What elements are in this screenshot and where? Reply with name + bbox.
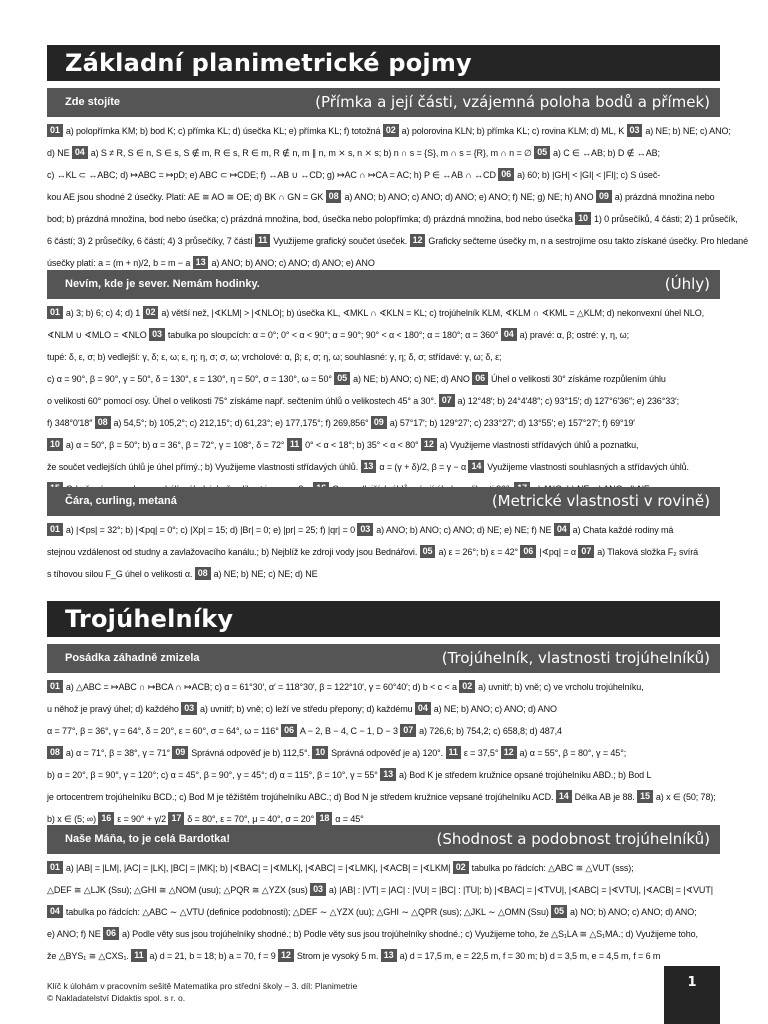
answer-text: ∢NLM ∪ ∢MLO = ∢NLO <box>47 330 150 340</box>
exercise-number-badge: 09 <box>172 746 188 759</box>
exercise-number-badge: 13 <box>381 949 397 962</box>
section-topic: (Úhly) <box>664 275 710 293</box>
exercise-number-badge: 01 <box>47 306 63 319</box>
exercise-number-badge: 03 <box>149 328 165 341</box>
answer-text: c) α = 90°, β = 90°, γ = 50°, δ = 130°, ε = 130°, η = 50°, σ = 130°, ω = 50° <box>47 374 335 384</box>
exercise-number-badge: 07 <box>439 394 455 407</box>
answer-text: tabulka po řádcích: △ABC ≅ △VUT (sss); <box>471 863 634 873</box>
chapter-title: Základní planimetrické pojmy <box>47 45 720 81</box>
answer-line <box>47 857 723 879</box>
exercise-number-badge: 02 <box>459 680 475 693</box>
answer-line <box>47 142 723 164</box>
answer-text: |∢pq| = α <box>539 547 579 557</box>
exercise-number-badge: 06 <box>103 927 119 940</box>
answer-text: Využijeme grafický součet úseček. <box>273 236 410 246</box>
answer-text: tupé: δ, ε, σ; b) vedlejší: γ, δ; ε, ω; ε, η; η, σ; σ, ω; vrcholové: α, β; ε, σ; η, ω; souhlasné: γ, η; δ, σ; střídavé: γ, ω; δ, ε; <box>47 352 502 362</box>
exercise-number-badge: 13 <box>193 256 209 269</box>
answer-line <box>47 676 723 698</box>
answer-line <box>47 390 723 412</box>
exercise-number-badge: 01 <box>47 523 63 536</box>
answer-text: α = 45° <box>335 814 364 824</box>
answer-text: Délka AB je 88. <box>574 792 638 802</box>
exercise-number-badge: 05 <box>551 905 567 918</box>
exercise-number-badge: 12 <box>278 949 294 962</box>
exercise-number-badge: 06 <box>281 724 297 737</box>
answer-text: a) Chata každé rodiny má <box>572 525 674 535</box>
answer-text: a) ε = 26°; b) ε = 42° <box>438 547 521 557</box>
answer-text: 1) 0 průsečíků, 4 části; 2) 1 průsečík, <box>593 214 738 224</box>
answer-text: a) △ABC = ↦ABC ∩ ↦BCA ∩ ↦ACB; c) α = 61°30′, α′ = 118°30′, β = 122°10′, γ = 60°40′; d) b < c < a <box>65 682 460 692</box>
answer-text: a) |AB| : |VT| = |AC| : |VU| = |BC| : |TU|; b) |∢BAC| = |∢TVU|, |∢ABC| = |∢VTU|, |∢ACB| = |∢VUT| <box>328 885 713 895</box>
answer-block <box>47 302 723 500</box>
exercise-number-badge: 04 <box>554 523 570 536</box>
answer-text: a) polopřímka KM; b) bod K; c) přímka KL; d) úsečka KL; e) přímka KL; f) totožná <box>65 126 383 136</box>
answer-text: 0° < α < 18°; b) 35° < α < 80° <box>305 440 421 450</box>
page-number: 1 <box>664 966 720 1024</box>
answer-text: a) 57°17′; b) 129°27′; c) 233°27′; d) 13°55′; e) 157°27′; f) 69°19′ <box>389 418 635 428</box>
section-title: Naše Máňa, to je celá Bardotka! <box>65 833 231 845</box>
answer-text: Správná odpověď je a) 120°. <box>331 748 446 758</box>
section-header <box>47 825 720 854</box>
exercise-number-badge: 10 <box>47 438 63 451</box>
exercise-number-badge: 11 <box>446 746 461 759</box>
answer-text: a) 12°48′; b) 24°4′48″; c) 93°15′; d) 127°6′36″; e) 236°33′; <box>457 396 679 406</box>
answer-text: a) NE; b) NE; c) ANO; <box>645 126 731 136</box>
exercise-number-badge: 12 <box>410 234 426 247</box>
exercise-number-badge: 13 <box>361 460 377 473</box>
exercise-number-badge: 01 <box>47 861 63 874</box>
section-topic: (Shodnost a podobnost trojúhelníků) <box>436 830 710 848</box>
exercise-number-badge: 12 <box>421 438 437 451</box>
answer-text: je ortocentrem trojúhelníku BCD.; c) Bod M je těžištěm trojúhelníku ABC.; d) Bod N je středem kružnice vepsané trojúhelníku ACD. <box>47 792 556 802</box>
answer-text: △DEF ≅ △LJK (Ssu); △GHI ≅ △NOM (usu); △PQR ≅ △YZX (sus) <box>47 885 311 895</box>
answer-text: ε = 90° + γ/2 <box>117 814 169 824</box>
exercise-number-badge: 06 <box>520 545 536 558</box>
answer-line <box>47 563 723 585</box>
answer-text: α = 77°, β = 36°, γ = 64°, δ = 20°, ε = 60°, σ = 64°, ω = 116° <box>47 726 282 736</box>
exercise-number-badge: 09 <box>596 190 612 203</box>
exercise-number-badge: 13 <box>380 768 396 781</box>
answer-text: a) Podle věty sus jsou trojúhelníky shodné.; b) Podle věty sus jsou trojúhelníky shodné.; c) Využijeme toho, že △S₁LA ≅ △S₁MA.; d) Využijeme toho, <box>121 929 698 939</box>
answer-line <box>47 764 723 786</box>
answer-line <box>47 720 723 742</box>
exercise-number-badge: 16 <box>98 812 114 825</box>
exercise-number-badge: 02 <box>383 124 399 137</box>
answer-text: a) ANO; b) ANO; c) ANO; d) ANO; e) ANO <box>211 258 375 268</box>
exercise-number-badge: 02 <box>143 306 159 319</box>
exercise-number-badge: 04 <box>72 146 88 159</box>
answer-text: δ = 80°, ε = 70°, μ = 40°, σ = 20° <box>187 814 317 824</box>
exercise-number-badge: 04 <box>415 702 431 715</box>
answer-text: b) x ∈ (5; ∞) <box>47 814 99 824</box>
exercise-number-badge: 09 <box>371 416 387 429</box>
answer-line <box>47 412 723 434</box>
section-topic: (Metrické vlastnosti v rovině) <box>491 492 710 510</box>
exercise-number-badge: 01 <box>47 680 63 693</box>
exercise-number-badge: 11 <box>255 234 270 247</box>
exercise-number-badge: 08 <box>326 190 342 203</box>
answer-line <box>47 368 723 390</box>
section-title: Čára, curling, metaná <box>65 495 177 507</box>
section-title: Zde stojíte <box>65 96 121 108</box>
answer-text: c) ↔KL ⊂ ↔ABC; d) ↦ABC = ↦pD; e) ABC ⊂ ↦CDE; f) ↔AB ∪ ↔CD; g) ↦AC ∩ ↦CA = AC; h) P ∈ ↔AB ∩ ↔CD <box>47 170 499 180</box>
exercise-number-badge: 10 <box>312 746 328 759</box>
answer-text: a) NE; b) ANO; c) NE; d) ANO <box>353 374 473 384</box>
answer-text: e) ANO; f) NE <box>47 929 104 939</box>
answer-line <box>47 698 723 720</box>
answer-line <box>47 346 723 368</box>
answer-text: a) NE; b) ANO; c) ANO; d) ANO <box>433 704 557 714</box>
answer-text: a) x ∈ (50; 78); <box>655 792 716 802</box>
exercise-number-badge: 04 <box>47 905 63 918</box>
answer-line <box>47 519 723 541</box>
answer-text: a) 726,6; b) 754,2; c) 658,8; d) 487,4 <box>419 726 562 736</box>
exercise-number-badge: 05 <box>334 372 350 385</box>
section-topic: (Trojúhelník, vlastnosti trojúhelníků) <box>441 649 710 667</box>
answer-text: a) d = 17,5 m, e = 22,5 m, f = 30 m; b) d = 3,5 m, e = 4,5 m, f = 6 m <box>399 951 661 961</box>
answer-text: Graficky sečteme úsečky m, n a sestrojíme osu takto získané úsečky. Pro hledané <box>428 236 748 246</box>
exercise-number-badge: 07 <box>400 724 416 737</box>
section-topic: (Přímka a její části, vzájemná poloha bodů a přímek) <box>315 93 710 111</box>
answer-text: stejnou vzdálenost od studny a zavlažovacího kanálu.; b) Nejblíž ke zdroji vody jsou Bednářovi. <box>47 547 420 557</box>
section-title: Nevím, kde je sever. Nemám hodinky. <box>65 278 260 290</box>
exercise-number-badge: 15 <box>637 790 653 803</box>
answer-line <box>47 208 738 230</box>
section-header <box>47 644 720 673</box>
chapter-title: Trojúhelníky <box>47 601 720 637</box>
answer-text: a) ANO; b) ANO; c) ANO; d) NE; e) NE; f) NE <box>376 525 554 535</box>
exercise-number-badge: 05 <box>420 545 436 558</box>
exercise-number-badge: 12 <box>501 746 517 759</box>
answer-text: a) Využijeme vlastnosti střídavých úhlů a poznatku, <box>439 440 639 450</box>
answer-line <box>47 324 723 346</box>
exercise-number-badge: 08 <box>95 416 111 429</box>
section-header <box>47 270 720 299</box>
answer-text: a) d = 21, b = 18; b) a = 70, f = 9 <box>149 951 279 961</box>
answer-text: a) α = 55°, β = 80°, γ = 45°; <box>519 748 627 758</box>
answer-text: u něhož je pravý úhel; d) každého <box>47 704 182 714</box>
answer-text: A − 2, B − 4, C − 1, D − 3 <box>299 726 401 736</box>
exercise-number-badge: 05 <box>534 146 550 159</box>
answer-text: a) pravé: α, β; ostré: γ, η, ω; <box>519 330 629 340</box>
answer-line <box>47 186 723 208</box>
exercise-number-badge: 11 <box>131 949 146 962</box>
footer-title: Klíč k úlohám v pracovním sešitě Matematika pro střední školy – 3. díl: Planimetrie <box>47 981 358 991</box>
answer-text: s tíhovou silou F_G úhel o velikosti α. <box>47 569 195 579</box>
answer-line <box>47 541 723 563</box>
answer-text: a) uvnitř; b) vně; c) ve vrcholu trojúhelníku, <box>478 682 644 692</box>
answer-line <box>47 923 723 945</box>
answer-text: a) polorovina KLN; b) přímka KL; c) rovina KLM; d) ML, K <box>401 126 627 136</box>
answer-block <box>47 857 723 967</box>
answer-block <box>47 120 748 274</box>
answer-text: a) 54,5°; b) 105,2°; c) 212,15°; d) 61,23°; e) 177,175°; f) 269,856° <box>113 418 371 428</box>
answer-text: a) |AB| = |LM|, |AC| = |LK|, |BC| = |MK|; b) |∢BAC| = |∢MLK|, |∢ABC| = |∢LMK|, |∢ACB| = |∢LKM| <box>65 863 453 873</box>
answer-line <box>47 164 723 186</box>
answer-text: Úhel o velikosti 30° získáme rozpůlením úhlu <box>491 374 666 384</box>
answer-line <box>47 434 723 456</box>
exercise-number-badge: 10 <box>575 212 591 225</box>
answer-text: ε = 37,5° <box>463 748 501 758</box>
answer-text: b) α = 20°, β = 90°, γ = 120°; c) α = 45°, β = 90°, γ = 45°; d) α = 115°, β = 10°, γ = 55° <box>47 770 381 780</box>
answer-line <box>47 901 723 923</box>
answer-text: a) NO; b) ANO; c) ANO; d) ANO; <box>569 907 697 917</box>
answer-text: o velikosti 60° pomocí osy. Úhel o velikosti 75° získáme např. sečtením úhlů o velikostech 45° a 30°. <box>47 396 439 406</box>
answer-text: a) NE; b) NE; c) NE; d) NE <box>213 569 318 579</box>
answer-text: kou AE jsou shodné 2 úsečky. Platí: AE ≅ AO ≅ OE; d) BK ∩ GN = GK <box>47 192 326 202</box>
answer-text: a) ANO; b) ANO; c) ANO; d) ANO; e) ANO; f) NE; g) NE; h) ANO <box>344 192 596 202</box>
exercise-number-badge: 17 <box>168 812 184 825</box>
answer-text: a) 3; b) 6; c) 4; d) 1 <box>65 308 143 318</box>
answer-text: tabulka po sloupcích: α = 0°; 0° < α < 90°; α = 90°; 90° < α < 180°; α = 180°; α = 360° <box>167 330 501 340</box>
section-header <box>47 487 720 516</box>
answer-text: a) C ∈ ↔AB; b) D ∉ ↔AB; <box>553 148 660 158</box>
footer-copyright: © Nakladatelství Didaktis spol. s r. o. <box>47 993 186 1003</box>
exercise-number-badge: 03 <box>310 883 326 896</box>
answer-line <box>47 456 723 478</box>
answer-text: a) |∢ps| = 32°; b) |∢pq| = 0°; c) |Xp| = 15; d) |Br| = 0; e) |pr| = 25; f) |qr| = 0 <box>65 525 358 535</box>
answer-text: tabulka po řádcích: △ABC ∼ △VTU (definice podobnosti); △DEF ∼ △YZX (uu); △GHI ∼ △QPR (sus); △JKL ∼ △OMN (Ssu) <box>65 907 552 917</box>
answer-block <box>47 676 723 830</box>
section-title: Posádka záhadně zmizela <box>65 652 200 664</box>
answer-text: f) 348°0′18″ <box>47 418 95 428</box>
answer-line <box>47 742 723 764</box>
exercise-number-badge: 03 <box>357 523 373 536</box>
answer-text: Využijeme vlastnosti souhlasných a střídavých úhlů. <box>487 462 689 472</box>
answer-text: a) S ≠ R, S ∈ n, S ∈ s, S ∉ m, R ∈ s, R ∈ m, R ∉ n, m ∥ n, m ⨯ s, n ⨯ s; b) n ∩ s = {S}, m ∩ s = {R}, m ∩ n = ∅ <box>90 148 535 158</box>
answer-text: Správná odpověď je b) 112,5°. <box>191 748 313 758</box>
answer-line <box>47 120 731 142</box>
answer-line <box>47 945 723 967</box>
exercise-number-badge: 14 <box>468 460 484 473</box>
answer-text: a) prázdná množina nebo <box>614 192 715 202</box>
exercise-number-badge: 18 <box>316 812 332 825</box>
answer-text: že součet vedlejších úhlů je úhel přímý.; b) Využijeme vlastnosti střídavých úhlů. <box>47 462 361 472</box>
answer-text: že △BYS₁ ≅ △CXS₁. <box>47 951 132 961</box>
exercise-number-badge: 03 <box>181 702 197 715</box>
exercise-number-badge: 06 <box>498 168 514 181</box>
answer-text: a) Bod K je středem kružnice opsané trojúhelníku ABD.; b) Bod L <box>399 770 652 780</box>
answer-text: a) větší než, |∢KLM| > |∢NLO|; b) úsečka KL, ∢MKL ∩ ∢KLN = KL; c) trojúhelník KLM, ∢KLM ∩ ∢KML = △KLM; d) nekonvexní úhel NLO, <box>161 308 705 318</box>
section-header <box>47 88 720 117</box>
answer-text: d) NE <box>47 148 72 158</box>
exercise-number-badge: 06 <box>472 372 488 385</box>
answer-block <box>47 519 723 585</box>
exercise-number-badge: 08 <box>47 746 63 759</box>
answer-text: a) Tlaková složka F₂ svírá <box>597 547 698 557</box>
answer-text: a) 60; b) |GH| < |GI| < |FI|; c) S úseč- <box>517 170 661 180</box>
exercise-number-badge: 03 <box>627 124 643 137</box>
exercise-number-badge: 02 <box>453 861 469 874</box>
exercise-number-badge: 01 <box>47 124 63 137</box>
answer-line <box>47 302 723 324</box>
answer-line <box>47 230 748 252</box>
answer-line <box>47 786 723 808</box>
answer-text: Strom je vysoký 5 m. <box>296 951 381 961</box>
exercise-number-badge: 11 <box>287 438 302 451</box>
answer-line <box>47 879 723 901</box>
answer-text: a) α = 71°, β = 38°, γ = 71° <box>65 748 173 758</box>
exercise-number-badge: 08 <box>195 567 211 580</box>
answer-text: a) α = 50°, β = 50°; b) α = 36°, β = 72°, γ = 108°, δ = 72° <box>65 440 287 450</box>
answer-text: 6 částí; 3) 2 průsečíky, 6 částí; 4) 3 průsečíky, 7 částí <box>47 236 255 246</box>
answer-text: bod; b) prázdná množina, bod nebo úsečka; c) prázdná množina, bod, úsečka nebo polopřímka; d) prázdná množina, bod nebo úsečka <box>47 214 576 224</box>
exercise-number-badge: 04 <box>501 328 517 341</box>
footer <box>47 980 357 1004</box>
answer-text: α = (γ + δ)/2, β = γ − α <box>379 462 469 472</box>
answer-text: a) uvnitř; b) vně; c) leží ve středu přepony; d) každému <box>200 704 415 714</box>
exercise-number-badge: 14 <box>556 790 572 803</box>
answer-text: úsečky platí: a = (m + n)/2, b = m − a <box>47 258 193 268</box>
exercise-number-badge: 07 <box>578 545 594 558</box>
